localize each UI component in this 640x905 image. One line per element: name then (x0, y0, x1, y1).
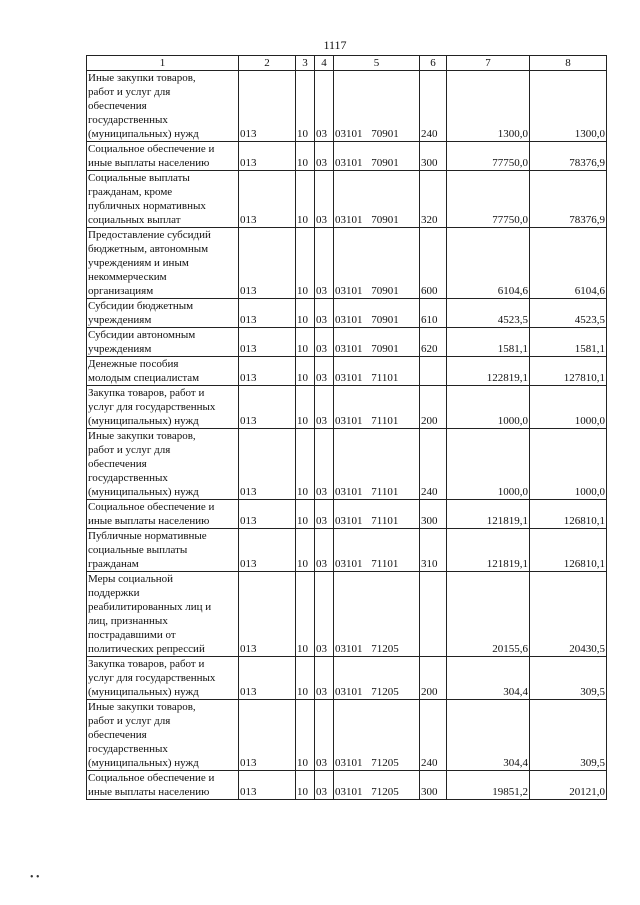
column-header: 6 (420, 56, 447, 71)
row-name-cell (87, 71, 239, 142)
expense-type-cell: 600 (420, 228, 447, 299)
amount-year2-cell: 78376,9 (530, 171, 607, 228)
row-name-line: услуг для государственных (88, 401, 216, 413)
table-body (87, 71, 607, 800)
row-name-line: Закупка товаров, работ и (88, 658, 205, 670)
row-name-cell (87, 171, 239, 228)
ved-code-cell: 013 (239, 357, 296, 386)
table-row (87, 386, 607, 429)
row-name-cell (87, 500, 239, 529)
amount-year2-cell: 78376,9 (530, 142, 607, 171)
table-row (87, 700, 607, 771)
amount-year1-cell: 6104,6 (447, 228, 530, 299)
section-code-cell: 10 (296, 142, 315, 171)
row-name-line: некоммерческим (88, 271, 167, 283)
row-name-line: Социальное обеспечение и (88, 772, 215, 784)
row-name-cell (87, 386, 239, 429)
row-name-line: государственных (88, 472, 168, 484)
amount-year1-cell: 77750,0 (447, 171, 530, 228)
table-row (87, 657, 607, 700)
expense-type-cell: 300 (420, 142, 447, 171)
row-name-line: Иные закупки товаров, (88, 72, 196, 84)
row-name-line: молодым специалистам (88, 372, 200, 384)
target-article-cell: 03101 71101 (334, 357, 420, 386)
row-name-line: (муниципальных) нужд (88, 486, 199, 498)
target-article-cell: 03101 71205 (334, 700, 420, 771)
subsection-code-cell: 03 (315, 71, 334, 142)
table-row (87, 71, 607, 142)
row-name-line: обеспечения (88, 100, 147, 112)
section-code-cell: 10 (296, 171, 315, 228)
amount-year1-cell: 1300,0 (447, 71, 530, 142)
row-name-line: (муниципальных) нужд (88, 128, 199, 140)
row-name-line: Социальное обеспечение и (88, 501, 215, 513)
ved-code-cell: 013 (239, 328, 296, 357)
ved-code-cell: 013 (239, 429, 296, 500)
row-name-line: иные выплаты населению (88, 157, 210, 169)
row-name-line: публичных нормативных (88, 200, 206, 212)
amount-year1-cell: 304,4 (447, 700, 530, 771)
amount-year2-cell: 1581,1 (530, 328, 607, 357)
row-name-line: социальные выплаты (88, 544, 188, 556)
ved-code-cell: 013 (239, 71, 296, 142)
section-code-cell: 10 (296, 657, 315, 700)
table-row (87, 142, 607, 171)
row-name-line: гражданам, кроме (88, 186, 173, 198)
row-name-line: Денежные пособия (88, 358, 179, 370)
table-row (87, 228, 607, 299)
row-name-line: гражданам (88, 558, 139, 570)
subsection-code-cell: 03 (315, 771, 334, 800)
table-row (87, 357, 607, 386)
target-article-cell: 03101 71101 (334, 386, 420, 429)
row-name-line: иные выплаты населению (88, 786, 210, 798)
row-name-line: Субсидии автономным (88, 329, 196, 341)
column-header: 4 (315, 56, 334, 71)
expense-type-cell: 240 (420, 700, 447, 771)
column-header: 2 (239, 56, 296, 71)
row-name-line: государственных (88, 114, 168, 126)
row-name-line: социальных выплат (88, 214, 181, 226)
ved-code-cell: 013 (239, 500, 296, 529)
row-name-line: реабилитированных лиц и (88, 601, 212, 613)
table-row (87, 299, 607, 328)
section-code-cell: 10 (296, 328, 315, 357)
amount-year2-cell: 20430,5 (530, 572, 607, 657)
expense-type-cell: 240 (420, 71, 447, 142)
amount-year2-cell: 6104,6 (530, 228, 607, 299)
amount-year2-cell: 1000,0 (530, 429, 607, 500)
amount-year1-cell: 19851,2 (447, 771, 530, 800)
amount-year2-cell: 20121,0 (530, 771, 607, 800)
row-name-line: бюджетным, автономным (88, 243, 209, 255)
row-name-cell (87, 328, 239, 357)
row-name-line: (муниципальных) нужд (88, 415, 199, 427)
row-name-cell (87, 657, 239, 700)
row-name-line: (муниципальных) нужд (88, 686, 199, 698)
row-name-line: (муниципальных) нужд (88, 757, 199, 769)
row-name-cell (87, 429, 239, 500)
column-header: 3 (296, 56, 315, 71)
ved-code-cell: 013 (239, 657, 296, 700)
amount-year1-cell: 304,4 (447, 657, 530, 700)
target-article-cell: 03101 71101 (334, 529, 420, 572)
ved-code-cell: 013 (239, 771, 296, 800)
target-article-cell: 03101 70901 (334, 171, 420, 228)
row-name-line: пострадавшими от (88, 629, 176, 641)
row-name-cell (87, 142, 239, 171)
target-article-cell: 03101 71205 (334, 657, 420, 700)
expense-type-cell: 320 (420, 171, 447, 228)
section-code-cell: 10 (296, 228, 315, 299)
amount-year1-cell: 4523,5 (447, 299, 530, 328)
target-article-cell: 03101 71101 (334, 429, 420, 500)
subsection-code-cell: 03 (315, 657, 334, 700)
row-name-cell (87, 529, 239, 572)
amount-year1-cell: 1581,1 (447, 328, 530, 357)
target-article-cell: 03101 70901 (334, 328, 420, 357)
row-name-line: Социальные выплаты (88, 172, 190, 184)
amount-year2-cell: 126810,1 (530, 529, 607, 572)
amount-year2-cell: 309,5 (530, 700, 607, 771)
subsection-code-cell: 03 (315, 171, 334, 228)
amount-year2-cell: 4523,5 (530, 299, 607, 328)
row-name-line: Субсидии бюджетным (88, 300, 194, 312)
column-header: 8 (530, 56, 607, 71)
row-name-line: работ и услуг для (88, 86, 171, 98)
target-article-cell: 03101 70901 (334, 299, 420, 328)
amount-year2-cell: 309,5 (530, 657, 607, 700)
section-code-cell: 10 (296, 357, 315, 386)
expense-type-cell (420, 572, 447, 657)
row-name-line: учреждениям (88, 343, 152, 355)
section-code-cell: 10 (296, 572, 315, 657)
table-row (87, 572, 607, 657)
subsection-code-cell: 03 (315, 142, 334, 171)
subsection-code-cell: 03 (315, 700, 334, 771)
amount-year1-cell: 20155,6 (447, 572, 530, 657)
ved-code-cell: 013 (239, 228, 296, 299)
amount-year2-cell: 127810,1 (530, 357, 607, 386)
section-code-cell: 10 (296, 700, 315, 771)
table-row (87, 500, 607, 529)
ved-code-cell: 013 (239, 529, 296, 572)
row-name-line: Предоставление субсидий (88, 229, 211, 241)
ved-code-cell: 013 (239, 299, 296, 328)
amount-year2-cell: 1300,0 (530, 71, 607, 142)
row-name-cell (87, 572, 239, 657)
target-article-cell: 03101 70901 (334, 228, 420, 299)
page-number: 1117 (323, 38, 347, 52)
expense-type-cell (420, 357, 447, 386)
row-name-line: политических репрессий (88, 643, 205, 655)
row-name-line: работ и услуг для (88, 444, 171, 456)
section-code-cell: 10 (296, 771, 315, 800)
ved-code-cell: 013 (239, 386, 296, 429)
row-name-line: обеспечения (88, 729, 147, 741)
row-name-line: государственных (88, 743, 168, 755)
column-header: 1 (87, 56, 239, 71)
table-row (87, 529, 607, 572)
target-article-cell: 03101 70901 (334, 71, 420, 142)
row-name-cell (87, 771, 239, 800)
budget-table (86, 55, 607, 800)
subsection-code-cell: 03 (315, 299, 334, 328)
row-name-cell (87, 228, 239, 299)
amount-year1-cell: 1000,0 (447, 429, 530, 500)
row-name-cell (87, 299, 239, 328)
subsection-code-cell: 03 (315, 357, 334, 386)
expense-type-cell: 620 (420, 328, 447, 357)
row-name-line: работ и услуг для (88, 715, 171, 727)
amount-year2-cell: 1000,0 (530, 386, 607, 429)
amount-year1-cell: 121819,1 (447, 529, 530, 572)
column-header: 5 (334, 56, 420, 71)
row-name-cell (87, 357, 239, 386)
ved-code-cell: 013 (239, 142, 296, 171)
row-name-line: Публичные нормативные (88, 530, 207, 542)
table-row (87, 771, 607, 800)
section-code-cell: 10 (296, 71, 315, 142)
row-name-line: обеспечения (88, 458, 147, 470)
amount-year1-cell: 77750,0 (447, 142, 530, 171)
row-name-line: организациям (88, 285, 154, 297)
ved-code-cell: 013 (239, 171, 296, 228)
expense-type-cell: 300 (420, 500, 447, 529)
amount-year2-cell: 126810,1 (530, 500, 607, 529)
expense-type-cell: 200 (420, 657, 447, 700)
row-name-line: услуг для государственных (88, 672, 216, 684)
expense-type-cell: 200 (420, 386, 447, 429)
ved-code-cell: 013 (239, 700, 296, 771)
target-article-cell: 03101 71101 (334, 500, 420, 529)
subsection-code-cell: 03 (315, 572, 334, 657)
row-name-line: учреждениям и иным (88, 257, 189, 269)
row-name-line: поддержки (88, 587, 140, 599)
expense-type-cell: 240 (420, 429, 447, 500)
target-article-cell: 03101 71205 (334, 771, 420, 800)
expense-type-cell: 610 (420, 299, 447, 328)
row-name-line: Социальное обеспечение и (88, 143, 215, 155)
amount-year1-cell: 121819,1 (447, 500, 530, 529)
subsection-code-cell: 03 (315, 386, 334, 429)
section-code-cell: 10 (296, 386, 315, 429)
target-article-cell: 03101 71205 (334, 572, 420, 657)
row-name-line: Иные закупки товаров, (88, 430, 196, 442)
table-row (87, 429, 607, 500)
expense-type-cell: 310 (420, 529, 447, 572)
subsection-code-cell: 03 (315, 529, 334, 572)
row-name-cell (87, 700, 239, 771)
row-name-line: иные выплаты населению (88, 515, 210, 527)
row-name-line: лиц, признанных (88, 615, 168, 627)
subsection-code-cell: 03 (315, 328, 334, 357)
amount-year1-cell: 1000,0 (447, 386, 530, 429)
footer-marks: • • (30, 872, 40, 883)
section-code-cell: 10 (296, 429, 315, 500)
row-name-line: Меры социальной (88, 573, 174, 585)
table-header-row (87, 56, 607, 71)
subsection-code-cell: 03 (315, 500, 334, 529)
subsection-code-cell: 03 (315, 228, 334, 299)
section-code-cell: 10 (296, 299, 315, 328)
row-name-line: учреждениям (88, 314, 152, 326)
row-name-line: Иные закупки товаров, (88, 701, 196, 713)
section-code-cell: 10 (296, 529, 315, 572)
expense-type-cell: 300 (420, 771, 447, 800)
section-code-cell: 10 (296, 500, 315, 529)
ved-code-cell: 013 (239, 572, 296, 657)
column-header: 7 (447, 56, 530, 71)
target-article-cell: 03101 70901 (334, 142, 420, 171)
amount-year1-cell: 122819,1 (447, 357, 530, 386)
subsection-code-cell: 03 (315, 429, 334, 500)
row-name-line: Закупка товаров, работ и (88, 387, 205, 399)
table-row (87, 171, 607, 228)
table-row (87, 328, 607, 357)
